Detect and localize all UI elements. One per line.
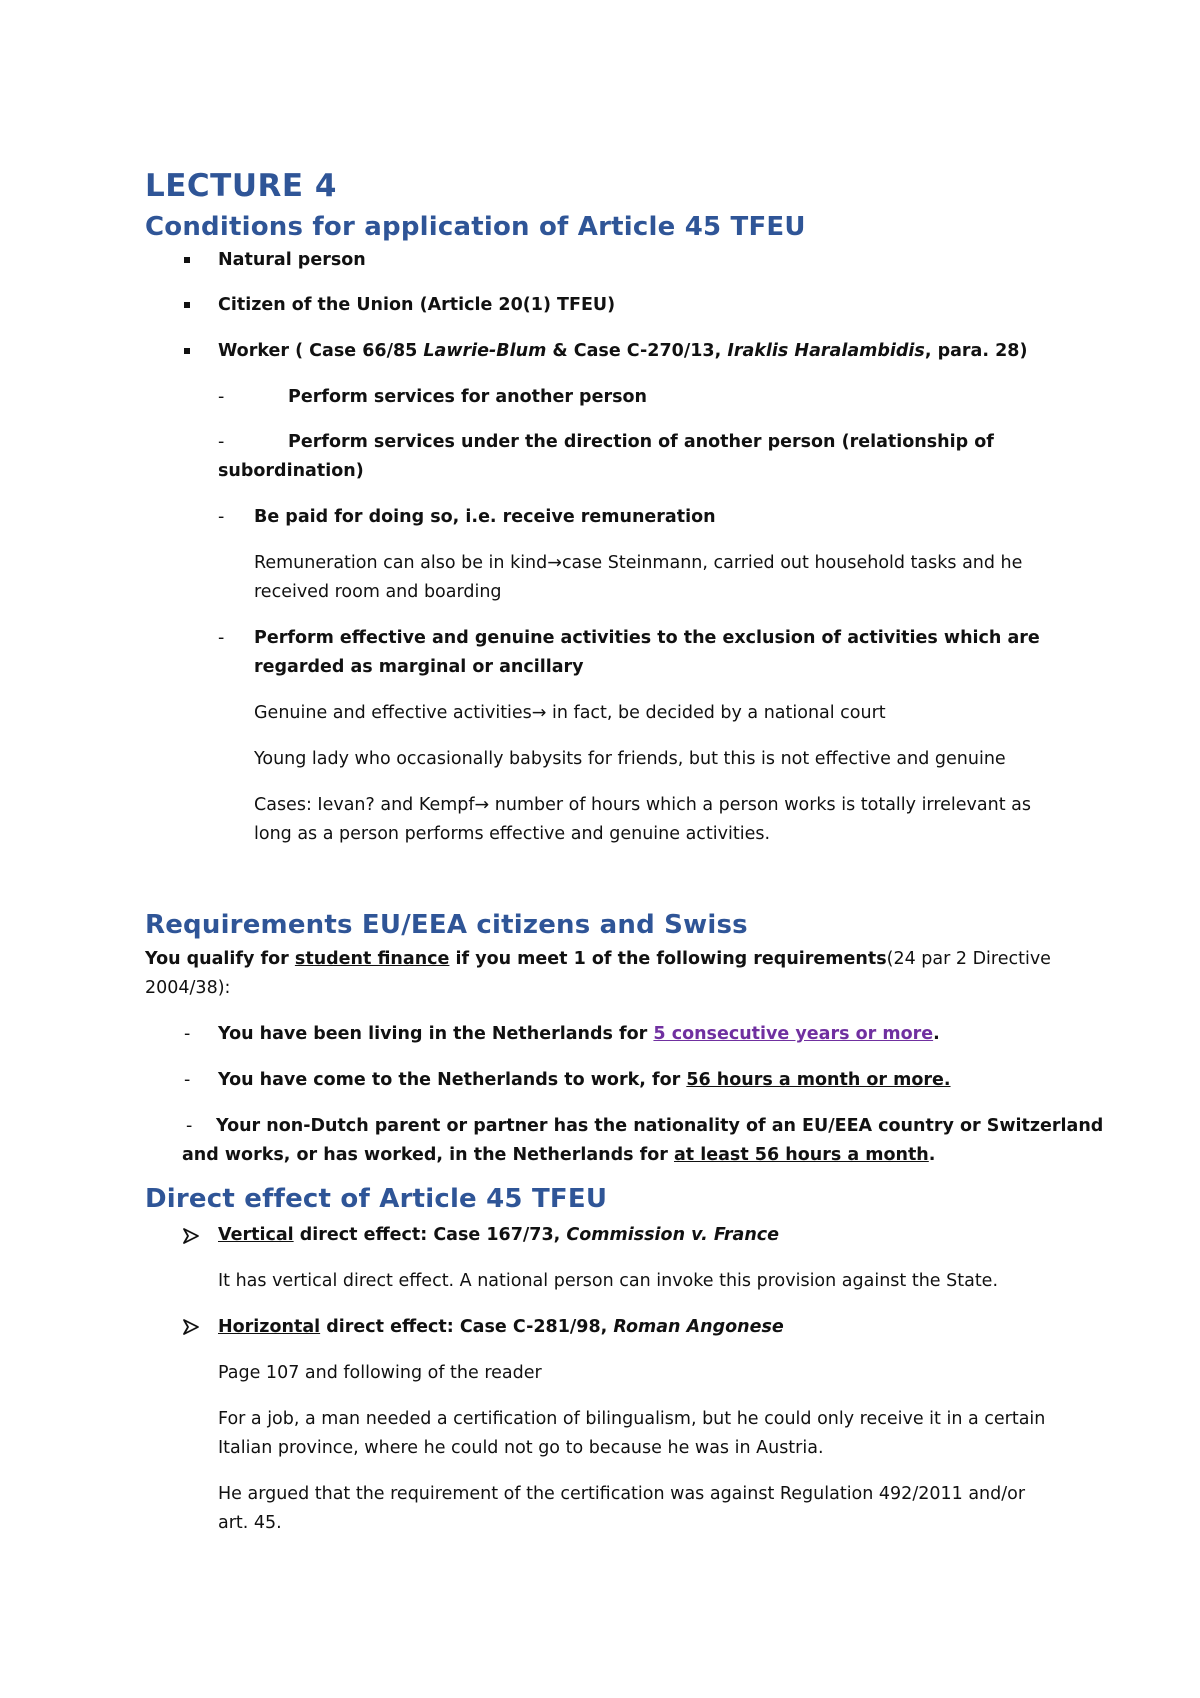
dash-bullet: - bbox=[218, 628, 225, 648]
remuneration-post: case Steinmann, carried out household tasks and he bbox=[561, 553, 1023, 573]
remuneration-line1 bbox=[254, 549, 1022, 578]
req3-post: . bbox=[928, 1145, 936, 1165]
dash-bullet: - bbox=[186, 1116, 193, 1136]
requirement-1 bbox=[218, 1020, 940, 1049]
bullet-citizen: Citizen of the Union (Article 20(1) TFEU) bbox=[218, 295, 616, 315]
sub-paid: Be paid for doing so, i.e. receive remuneration bbox=[254, 507, 716, 527]
worker-mid: & Case C-270/13, bbox=[546, 341, 728, 361]
bullet-square-icon bbox=[184, 348, 190, 354]
req1-post: . bbox=[933, 1024, 940, 1044]
remuneration-pre: Remuneration can also be in kind bbox=[254, 553, 548, 573]
requirement-3-line1: Your non-Dutch parent or partner has the nationality of an EU/EEA country or Switzerland bbox=[216, 1116, 1104, 1136]
dash-bullet: - bbox=[218, 432, 225, 452]
intro-pre: You qualify for bbox=[145, 949, 295, 969]
intro-ref: (24 par 2 Directive bbox=[886, 949, 1051, 969]
vertical-effect-text: It has vertical direct effect. A national person can invoke this provision against the State. bbox=[218, 1271, 999, 1291]
vertical-label: Vertical bbox=[218, 1225, 294, 1245]
five-years-link[interactable]: 5 consecutive years or more bbox=[653, 1024, 934, 1044]
cases-line1 bbox=[254, 791, 1031, 820]
dash-bullet: - bbox=[218, 387, 225, 407]
genuine-post: in fact, be decided by a national court bbox=[546, 703, 886, 723]
page-reference: Page 107 and following of the reader bbox=[218, 1363, 542, 1383]
requirement-2 bbox=[218, 1066, 951, 1095]
horizontal-mid: direct effect: Case C-281/98, bbox=[320, 1317, 614, 1337]
page-title: LECTURE 4 bbox=[145, 168, 337, 204]
sub-direction-line2: subordination) bbox=[218, 461, 364, 481]
case-lawrie-blum: Lawrie-Blum bbox=[423, 341, 547, 361]
req3-pre: and works, or has worked, in the Netherlands for bbox=[182, 1145, 674, 1165]
requirements-intro-line2: 2004/38): bbox=[145, 978, 231, 998]
cases-line2: long as a person performs effective and genuine activities. bbox=[254, 824, 771, 844]
genuine-line bbox=[254, 699, 886, 728]
dash-bullet: - bbox=[184, 1024, 191, 1044]
sub-effective-line2: regarded as marginal or ancillary bbox=[254, 657, 584, 677]
arrowhead-bullet-icon bbox=[182, 1227, 200, 1245]
job-line2: Italian province, where he could not go to because he was in Austria. bbox=[218, 1438, 824, 1458]
case-roman-angonese: Roman Angonese bbox=[613, 1317, 784, 1337]
cases-post: number of hours which a person works is totally irrelevant as bbox=[489, 795, 1031, 815]
requirement-3-line2 bbox=[182, 1141, 935, 1170]
bullet-square-icon bbox=[184, 257, 190, 263]
section-heading-requirements: Requirements EU/EEA citizens and Swiss bbox=[145, 910, 748, 940]
section-heading-direct-effect: Direct effect of Article 45 TFEU bbox=[145, 1184, 608, 1214]
arrowhead-bullet-icon bbox=[182, 1318, 200, 1336]
requirements-intro-line1 bbox=[145, 945, 1051, 974]
case-haralambidis: Iraklis Haralambidis bbox=[727, 341, 925, 361]
young-lady-line: Young lady who occasionally babysits for friends, but this is not effective and genuine bbox=[254, 749, 1006, 769]
sub-effective-line1: Perform effective and genuine activities to the exclusion of activities which are bbox=[254, 628, 1040, 648]
remuneration-line2: received room and boarding bbox=[254, 582, 502, 602]
arrow-right-icon: → bbox=[474, 795, 490, 815]
vertical-effect-line bbox=[218, 1221, 779, 1250]
job-line1: For a job, a man needed a certification of bilingualism, but he could only receive it in a certain bbox=[218, 1409, 1046, 1429]
sub-perform-services: Perform services for another person bbox=[288, 387, 647, 407]
case-commission-france: Commission v. France bbox=[566, 1225, 780, 1245]
req1-pre: You have been living in the Netherlands for bbox=[218, 1024, 654, 1044]
sub-direction-line1: Perform services under the direction of another person (relationship of bbox=[288, 432, 994, 452]
vertical-mid: direct effect: Case 167/73, bbox=[293, 1225, 567, 1245]
bullet-worker bbox=[218, 337, 1027, 366]
bullet-square-icon bbox=[184, 302, 190, 308]
arrow-right-icon: → bbox=[547, 553, 562, 573]
student-finance-link[interactable]: student finance bbox=[294, 949, 450, 969]
intro-post: if you meet 1 of the following requirements bbox=[449, 949, 887, 969]
worker-suffix: , para. 28) bbox=[924, 341, 1028, 361]
worker-prefix: Worker ( Case 66/85 bbox=[218, 341, 424, 361]
arrow-right-icon: → bbox=[531, 703, 547, 723]
horizontal-effect-line bbox=[218, 1313, 784, 1342]
bullet-natural-person: Natural person bbox=[218, 250, 366, 270]
req2-hours: 56 hours a month or more. bbox=[686, 1070, 951, 1090]
genuine-pre: Genuine and effective activities bbox=[254, 703, 532, 723]
cases-pre: Cases: Ievan? and Kempf bbox=[254, 795, 475, 815]
argued-line1: He argued that the requirement of the certification was against Regulation 492/2011 and/or bbox=[218, 1484, 1026, 1504]
req3-hours: at least 56 hours a month bbox=[673, 1145, 929, 1165]
section-heading-conditions: Conditions for application of Article 45 TFEU bbox=[145, 212, 806, 242]
dash-bullet: - bbox=[184, 1070, 191, 1090]
horizontal-label: Horizontal bbox=[218, 1317, 321, 1337]
dash-bullet: - bbox=[218, 507, 225, 527]
req2-pre: You have come to the Netherlands to work, for bbox=[218, 1070, 687, 1090]
argued-line2: art. 45. bbox=[218, 1513, 282, 1533]
